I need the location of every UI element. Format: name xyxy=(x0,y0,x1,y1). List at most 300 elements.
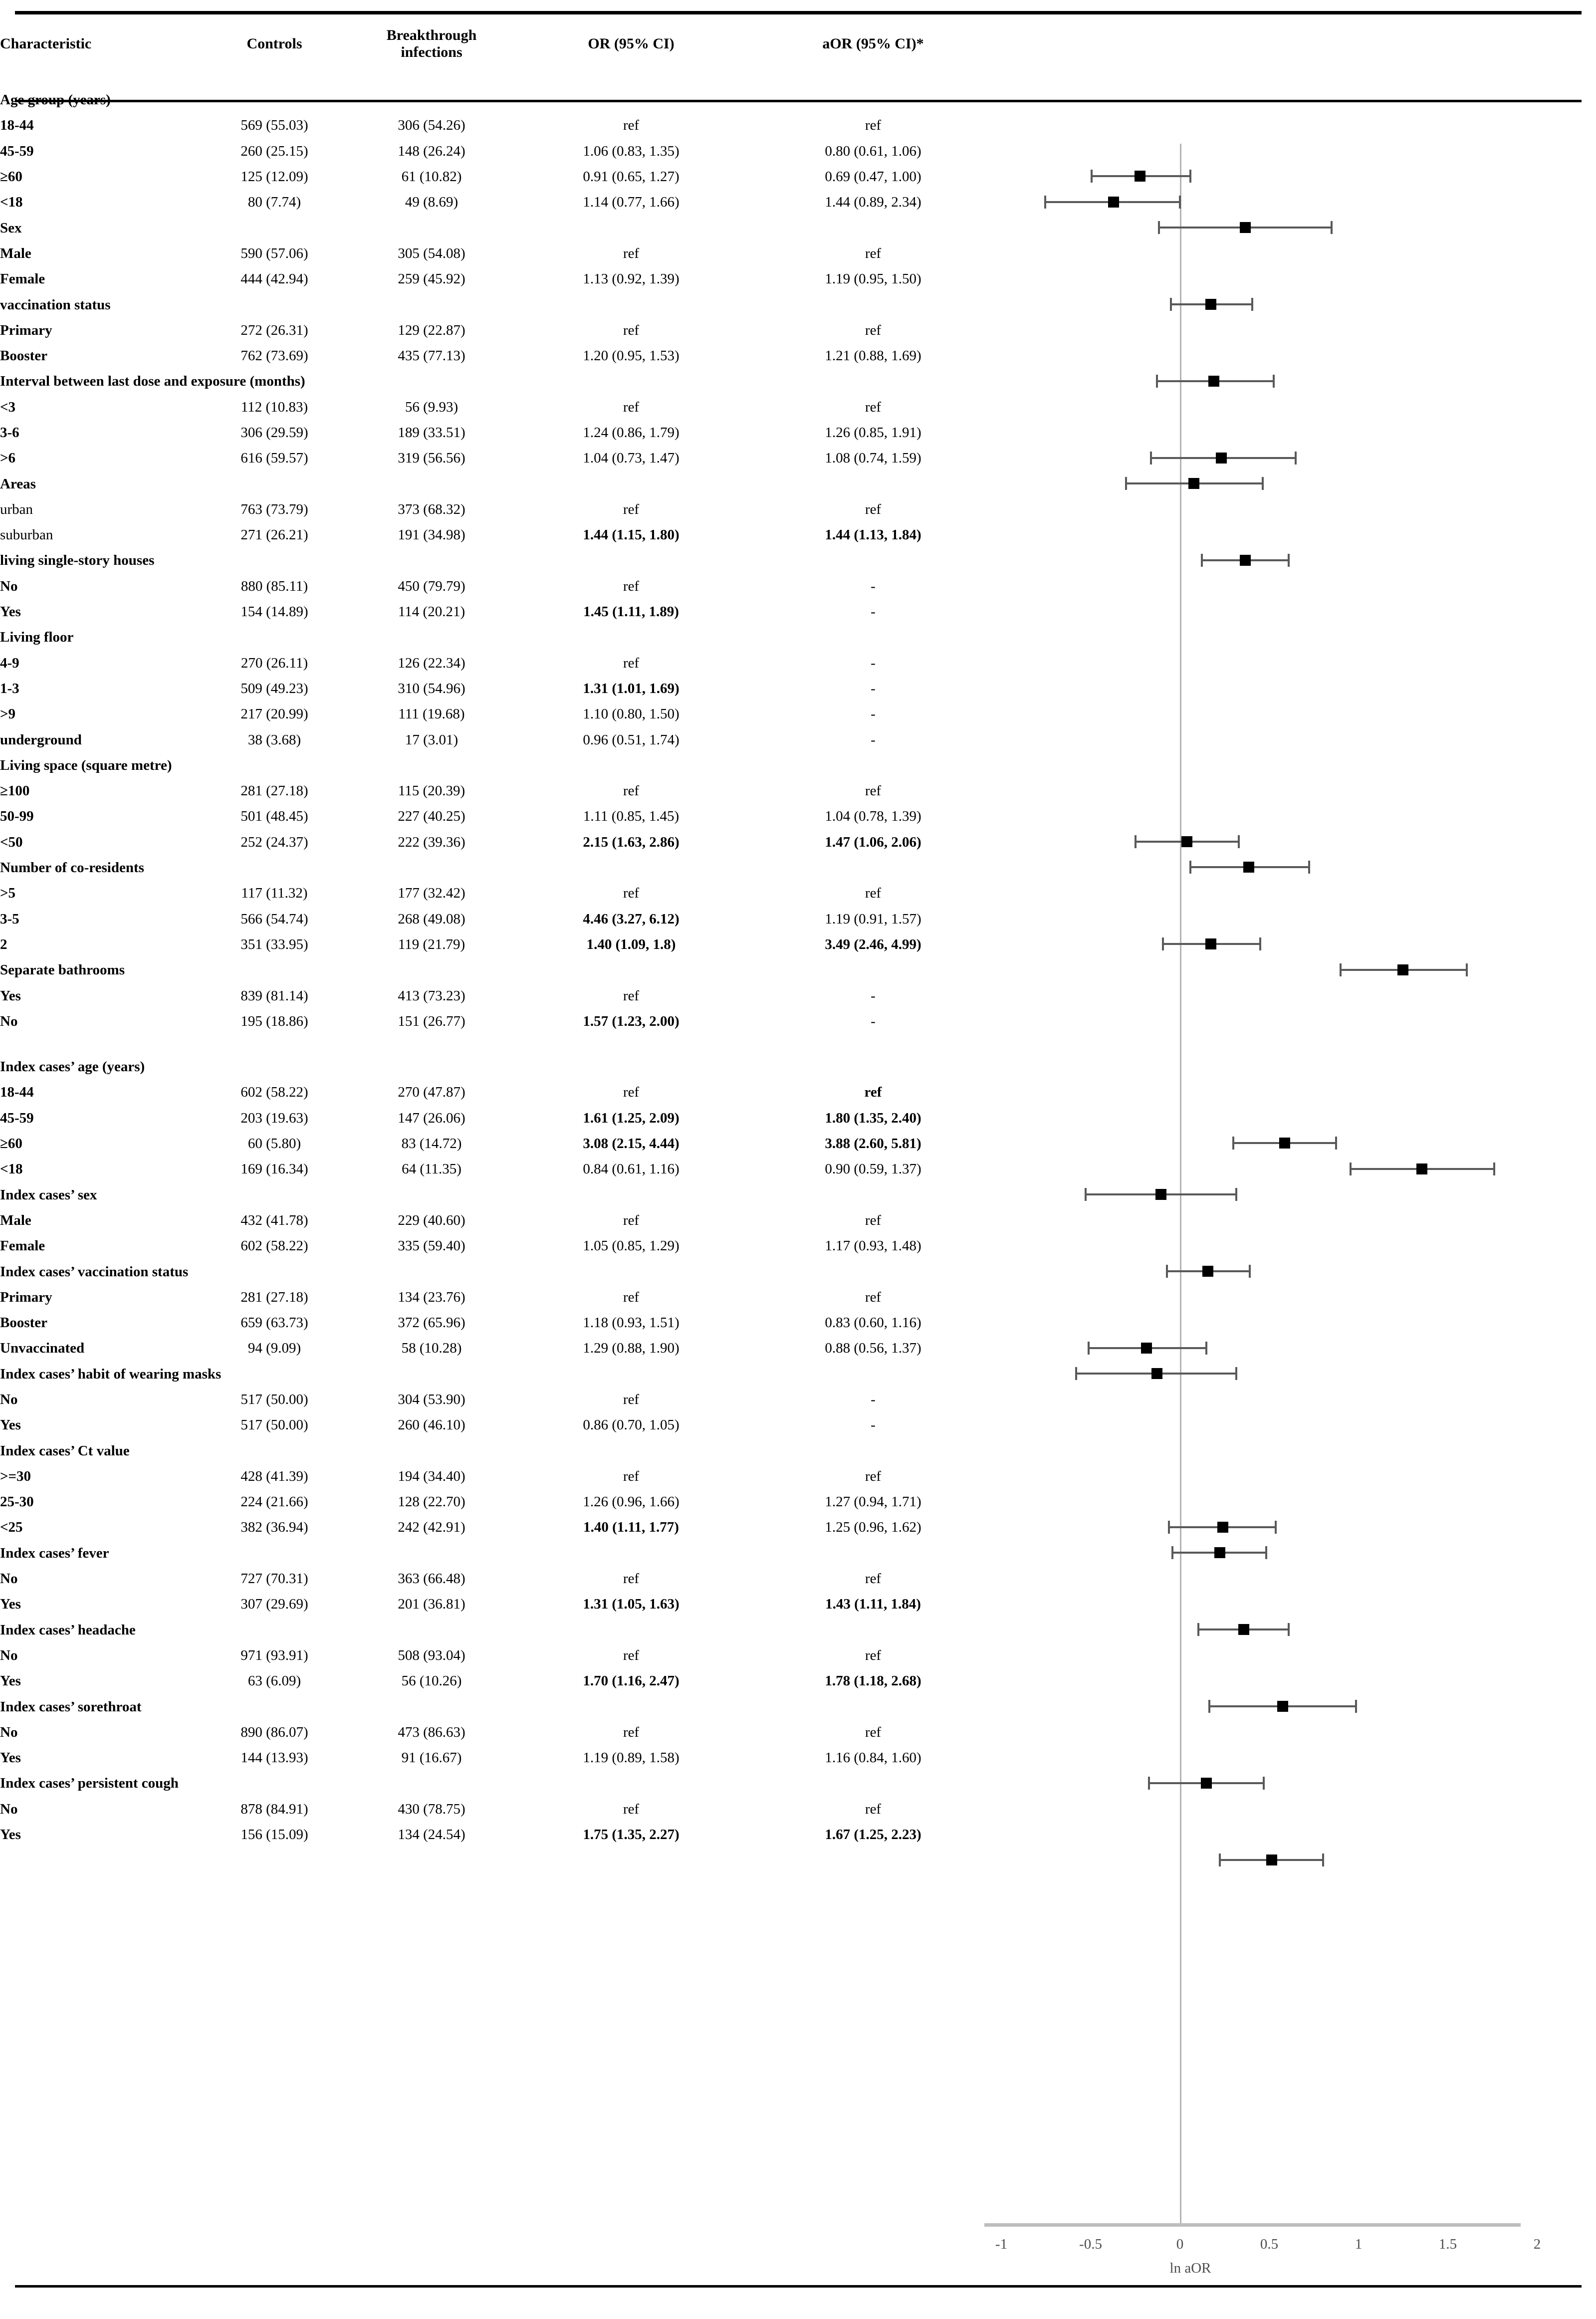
ci-lower-cap xyxy=(1085,1188,1087,1201)
confidence-interval-bar xyxy=(1341,969,1467,971)
cell-controls: 60 (5.80) xyxy=(247,1136,301,1152)
cell-aor: 1.44 (0.89, 2.34) xyxy=(825,194,921,211)
row-label: urban xyxy=(0,501,33,517)
table-row xyxy=(0,830,998,855)
ci-upper-cap xyxy=(1235,1188,1237,1201)
cell-aor: 1.08 (0.74, 1.59) xyxy=(825,450,921,466)
cell-breakthrough: 268 (49.08) xyxy=(398,911,465,927)
cell-aor: ref xyxy=(865,1289,882,1305)
cell-or: 1.29 (0.88, 1.90) xyxy=(583,1340,680,1357)
ci-upper-cap xyxy=(1265,1546,1267,1559)
point-estimate-marker xyxy=(1277,1701,1288,1712)
row-label: <18 xyxy=(0,1161,23,1177)
cell-or: ref xyxy=(623,987,640,1004)
cell-or: 1.13 (0.92, 1.39) xyxy=(583,271,680,287)
group-label: Index cases’ sex xyxy=(0,1186,97,1203)
x-tick-1: 1 xyxy=(1355,2236,1363,2252)
confidence-interval-bar xyxy=(1076,1373,1236,1375)
spacer-cell xyxy=(0,1034,998,1054)
cell-controls: 762 (73.69) xyxy=(240,348,308,364)
table-row xyxy=(0,395,998,420)
cell-aor: - xyxy=(871,731,876,748)
row-label: Unvaccinated xyxy=(0,1340,85,1357)
row-label: Yes xyxy=(0,1673,21,1689)
ci-lower-cap xyxy=(1148,1777,1150,1790)
cell-aor: 0.88 (0.56, 1.37) xyxy=(825,1340,921,1357)
point-estimate-marker xyxy=(1279,1138,1290,1149)
cell-controls: 307 (29.69) xyxy=(240,1596,308,1613)
cell-breakthrough: 194 (34.40) xyxy=(398,1468,465,1484)
row-label: Yes xyxy=(0,1596,21,1613)
x-axis-title: ln aOR xyxy=(1169,2260,1211,2276)
cell-controls: 382 (36.94) xyxy=(240,1519,308,1536)
x-tick-1.5: 1.5 xyxy=(1438,2236,1457,2252)
cell-aor: 3.49 (2.46, 4.99) xyxy=(825,936,921,952)
row-label: ≥100 xyxy=(0,783,30,799)
row-label: ≥60 xyxy=(0,169,22,185)
confidence-interval-bar xyxy=(1233,1142,1336,1144)
cell-breakthrough: 56 (10.26) xyxy=(401,1673,462,1689)
row-label: >5 xyxy=(0,885,16,902)
table-row xyxy=(0,1310,998,1336)
cell-or: ref xyxy=(623,117,640,134)
cell-aor: 1.19 (0.95, 1.50) xyxy=(825,271,921,287)
cell-controls: 616 (59.57) xyxy=(240,450,308,466)
cell-or: 1.18 (0.93, 1.51) xyxy=(583,1315,680,1331)
cell-breakthrough: 17 (3.01) xyxy=(405,731,458,748)
row-label: 3-5 xyxy=(0,911,19,927)
cell-or: ref xyxy=(623,655,640,671)
group-label: Index cases’ headache xyxy=(0,1622,136,1638)
table-head xyxy=(0,0,998,87)
ci-lower-cap xyxy=(1088,1342,1090,1355)
cell-breakthrough: 114 (20.21) xyxy=(398,604,465,620)
row-label: <25 xyxy=(0,1519,23,1536)
cell-controls: 271 (26.21) xyxy=(240,527,308,543)
point-estimate-marker xyxy=(1208,376,1219,387)
cell-controls: 763 (73.79) xyxy=(240,501,308,517)
cell-or: 1.70 (1.16, 2.47) xyxy=(583,1673,680,1689)
table-row xyxy=(0,139,998,164)
ci-upper-cap xyxy=(1263,1777,1265,1790)
cell-aor: - xyxy=(871,1417,876,1433)
cell-breakthrough: 177 (32.42) xyxy=(398,885,465,902)
cell-controls: 117 (11.32) xyxy=(241,885,308,902)
cell-controls: 566 (54.74) xyxy=(240,911,308,927)
cell-breakthrough: 61 (10.82) xyxy=(401,169,462,185)
point-estimate-marker xyxy=(1238,1624,1249,1635)
row-label: Male xyxy=(0,1212,31,1228)
ci-upper-cap xyxy=(1189,170,1191,183)
cell-aor: - xyxy=(871,1391,876,1407)
cell-breakthrough: 64 (11.35) xyxy=(402,1161,461,1177)
point-estimate-marker xyxy=(1201,1778,1212,1789)
cell-aor: 1.43 (1.11, 1.84) xyxy=(825,1596,921,1613)
cell-controls: 839 (81.14) xyxy=(240,987,308,1004)
table-row xyxy=(0,1157,998,1182)
table-row xyxy=(0,343,998,369)
table-row xyxy=(0,1080,998,1105)
cell-or: 1.05 (0.85, 1.29) xyxy=(583,1238,680,1254)
cell-breakthrough: 191 (34.98) xyxy=(398,527,465,543)
cell-aor: 1.19 (0.91, 1.57) xyxy=(825,911,921,927)
row-label: Yes xyxy=(0,987,21,1004)
table-group-row xyxy=(0,1541,998,1566)
table-row xyxy=(0,1566,998,1592)
table-row xyxy=(0,907,998,932)
cell-controls: 590 (57.06) xyxy=(240,245,308,261)
point-estimate-marker xyxy=(1151,1368,1162,1379)
cell-controls: 351 (33.95) xyxy=(240,936,308,952)
column-header-breakthrough-line1: Breakthrough xyxy=(386,26,477,43)
results-table xyxy=(0,0,998,1848)
row-label: Primary xyxy=(0,322,52,338)
table-row xyxy=(0,497,998,522)
cell-or: 1.44 (1.15, 1.80) xyxy=(583,527,680,543)
row-label: Booster xyxy=(0,348,48,364)
table-row xyxy=(0,241,998,266)
cell-breakthrough: 413 (73.23) xyxy=(398,987,465,1004)
null-effect-line xyxy=(1180,144,1181,2224)
cell-aor: ref xyxy=(865,1724,882,1740)
row-label: <3 xyxy=(0,399,16,415)
cell-breakthrough: 304 (53.90) xyxy=(398,1391,465,1407)
x-axis-line xyxy=(984,2223,1521,2227)
cell-aor: ref xyxy=(865,783,882,799)
cell-controls: 224 (21.66) xyxy=(240,1494,308,1510)
cell-or: 1.31 (1.05, 1.63) xyxy=(583,1596,680,1613)
ci-upper-cap xyxy=(1275,1521,1277,1534)
group-label: Index cases’ sorethroat xyxy=(0,1698,142,1715)
confidence-interval-bar xyxy=(1220,1859,1323,1861)
confidence-interval-bar xyxy=(1045,201,1180,203)
table-row xyxy=(0,778,998,804)
cell-breakthrough: 363 (66.48) xyxy=(398,1571,465,1587)
table-group-row xyxy=(0,753,998,778)
row-label: No xyxy=(0,578,18,594)
cell-or: 1.04 (0.73, 1.47) xyxy=(583,450,680,466)
ci-lower-cap xyxy=(1340,963,1342,976)
column-header-or: OR (95% CI) xyxy=(588,35,675,52)
cell-or: 4.46 (3.27, 6.12) xyxy=(583,911,680,927)
cell-controls: 112 (10.83) xyxy=(240,399,308,415)
group-label: Index cases’ Ct value xyxy=(0,1442,130,1459)
cell-or: ref xyxy=(623,1084,640,1101)
forest-plot xyxy=(978,0,1592,2319)
cell-aor: 0.83 (0.60, 1.16) xyxy=(825,1315,921,1331)
table-row xyxy=(0,1412,998,1438)
column-header-breakthrough-line2: infections xyxy=(401,43,462,60)
cell-or: ref xyxy=(623,1289,640,1305)
cell-aor: ref xyxy=(865,245,882,261)
row-label: >6 xyxy=(0,450,16,466)
ci-upper-cap xyxy=(1179,196,1181,209)
cell-controls: 195 (18.86) xyxy=(240,1013,308,1029)
table-group-row xyxy=(0,957,998,983)
point-estimate-marker xyxy=(1141,1343,1152,1354)
ci-lower-cap xyxy=(1189,861,1191,874)
ci-lower-cap xyxy=(1208,1700,1210,1713)
table-row xyxy=(0,1822,998,1848)
confidence-interval-bar xyxy=(1351,1168,1494,1170)
cell-aor: 1.25 (0.96, 1.62) xyxy=(825,1519,921,1536)
cell-controls: 444 (42.94) xyxy=(240,271,308,287)
row-label: 45-59 xyxy=(0,1110,34,1126)
row-label: Primary xyxy=(0,1289,52,1305)
column-header-characteristic: Characteristic xyxy=(0,35,92,52)
table-group-row xyxy=(0,87,998,113)
x-tick--0.5: -0.5 xyxy=(1079,2236,1102,2252)
table-group-row xyxy=(0,1362,998,1387)
group-label: Index cases’ habit of wearing masks xyxy=(0,1366,222,1382)
point-estimate-marker xyxy=(1108,197,1119,208)
confidence-interval-bar xyxy=(1167,1270,1250,1272)
ci-lower-cap xyxy=(1197,1623,1199,1636)
group-label: Index cases’ fever xyxy=(0,1545,109,1561)
ci-lower-cap xyxy=(1135,835,1137,848)
cell-breakthrough: 430 (78.75) xyxy=(398,1801,465,1817)
confidence-interval-bar xyxy=(1202,559,1289,561)
cell-aor: 1.78 (1.18, 2.68) xyxy=(825,1673,921,1689)
row-label: >=30 xyxy=(0,1468,31,1484)
row-label: Female xyxy=(0,1238,45,1254)
table-row xyxy=(0,1233,998,1259)
cell-breakthrough: 259 (45.92) xyxy=(398,271,465,287)
confidence-interval-bar xyxy=(1163,943,1260,945)
cell-controls: 154 (14.89) xyxy=(240,604,308,620)
table-row xyxy=(0,599,998,625)
cell-aor: 1.16 (0.84, 1.60) xyxy=(825,1750,921,1766)
table-group-row xyxy=(0,548,998,573)
confidence-interval-bar xyxy=(1086,1193,1236,1195)
table-row xyxy=(0,1131,998,1157)
cell-controls: 971 (93.91) xyxy=(240,1647,308,1663)
point-estimate-marker xyxy=(1243,862,1254,873)
cell-breakthrough: 115 (20.39) xyxy=(398,783,465,799)
group-label: Separate bathrooms xyxy=(0,962,125,978)
cell-breakthrough: 151 (26.77) xyxy=(398,1013,465,1029)
cell-controls: 80 (7.74) xyxy=(247,194,301,211)
table-row xyxy=(0,420,998,446)
point-estimate-marker xyxy=(1205,299,1216,310)
cell-breakthrough: 305 (54.08) xyxy=(398,245,465,261)
table-row xyxy=(0,701,998,727)
ci-lower-cap xyxy=(1232,1137,1234,1150)
ci-upper-cap xyxy=(1238,835,1240,848)
group-label: Interval between last dose and exposure (months) xyxy=(0,373,305,390)
ci-lower-cap xyxy=(1219,1854,1221,1866)
table-row xyxy=(0,651,998,676)
cell-breakthrough: 91 (16.67) xyxy=(401,1750,462,1766)
table-row xyxy=(0,1515,998,1540)
point-estimate-marker xyxy=(1266,1855,1277,1865)
table-row xyxy=(0,983,998,1008)
table-spacer-row xyxy=(0,1034,998,1054)
cell-or: ref xyxy=(623,578,640,594)
cell-or: 1.20 (0.95, 1.53) xyxy=(583,348,680,364)
ci-lower-cap xyxy=(1171,1546,1173,1559)
table-row xyxy=(0,1720,998,1745)
confidence-interval-bar xyxy=(1190,866,1309,868)
cell-breakthrough: 111 (19.68) xyxy=(398,706,465,722)
row-label: Yes xyxy=(0,1750,21,1766)
point-estimate-marker xyxy=(1181,836,1192,847)
row-label: <18 xyxy=(0,194,23,211)
ci-upper-cap xyxy=(1355,1700,1357,1713)
point-estimate-marker xyxy=(1397,964,1408,975)
point-estimate-marker xyxy=(1202,1266,1213,1277)
cell-breakthrough: 119 (21.79) xyxy=(398,936,465,952)
cell-or: 0.84 (0.61, 1.16) xyxy=(583,1161,680,1177)
cell-aor: 0.90 (0.59, 1.37) xyxy=(825,1161,921,1177)
cell-aor: ref xyxy=(865,1647,882,1663)
table-row xyxy=(0,1387,998,1412)
ci-lower-cap xyxy=(1150,452,1152,464)
cell-controls: 602 (58.22) xyxy=(240,1238,308,1254)
point-estimate-marker xyxy=(1155,1189,1166,1200)
ci-lower-cap xyxy=(1166,1265,1168,1278)
row-label: Yes xyxy=(0,1417,21,1433)
group-label: Areas xyxy=(0,475,36,492)
cell-aor: ref xyxy=(865,399,882,415)
table-group-row xyxy=(0,855,998,881)
cell-aor: 1.21 (0.88, 1.69) xyxy=(825,348,921,364)
cell-breakthrough: 319 (56.56) xyxy=(398,450,465,466)
group-label: Sex xyxy=(0,220,22,236)
row-label: 18-44 xyxy=(0,1084,34,1101)
cell-breakthrough: 310 (54.96) xyxy=(398,680,465,696)
point-estimate-marker xyxy=(1205,938,1216,949)
cell-or: 1.31 (1.01, 1.69) xyxy=(583,680,680,696)
table-row xyxy=(0,522,998,548)
group-label: Index cases’ persistent cough xyxy=(0,1775,179,1792)
ci-upper-cap xyxy=(1331,221,1333,234)
cell-controls: 501 (48.45) xyxy=(240,808,308,825)
table-row xyxy=(0,1668,998,1694)
cell-aor: 1.04 (0.78, 1.39) xyxy=(825,808,921,825)
cell-or: ref xyxy=(623,501,640,517)
table-group-row xyxy=(0,1618,998,1643)
row-label: 18-44 xyxy=(0,117,34,134)
cell-or: ref xyxy=(623,1468,640,1484)
table-row xyxy=(0,1106,998,1131)
row-label: ≥60 xyxy=(0,1136,22,1152)
cell-or: 1.40 (1.09, 1.8) xyxy=(586,936,676,952)
ci-upper-cap xyxy=(1205,1342,1207,1355)
table-group-row xyxy=(0,625,998,650)
cell-or: 1.11 (0.85, 1.45) xyxy=(583,808,680,825)
cell-or: ref xyxy=(623,885,640,902)
cell-or: 1.06 (0.83, 1.35) xyxy=(583,143,680,159)
cell-breakthrough: 508 (93.04) xyxy=(398,1647,465,1663)
row-label: 45-59 xyxy=(0,143,34,159)
table-row xyxy=(0,676,998,701)
cell-controls: 156 (15.09) xyxy=(240,1827,308,1843)
table-row xyxy=(0,113,998,138)
cell-controls: 569 (55.03) xyxy=(240,117,308,134)
row-label: No xyxy=(0,1724,18,1740)
x-tick-2: 2 xyxy=(1533,2236,1541,2252)
cell-controls: 509 (49.23) xyxy=(240,680,308,696)
ci-upper-cap xyxy=(1288,554,1290,567)
table-group-row xyxy=(0,1182,998,1207)
cell-aor: ref xyxy=(864,1084,882,1101)
row-label: 4-9 xyxy=(0,655,19,671)
ci-lower-cap xyxy=(1156,375,1158,388)
confidence-interval-bar xyxy=(1136,841,1239,843)
ci-upper-cap xyxy=(1235,1367,1237,1380)
cell-aor: 1.47 (1.06, 2.06) xyxy=(825,834,921,850)
table-body xyxy=(0,87,998,1848)
point-estimate-marker xyxy=(1214,1547,1225,1558)
ci-lower-cap xyxy=(1091,170,1093,183)
table-row xyxy=(0,190,998,215)
table-row xyxy=(0,1592,998,1617)
table-row xyxy=(0,932,998,957)
row-label: Yes xyxy=(0,1827,21,1843)
ci-upper-cap xyxy=(1273,375,1275,388)
cell-or: 1.61 (1.25, 2.09) xyxy=(583,1110,680,1126)
table-group-row xyxy=(0,292,998,317)
group-label: Index cases’ age (years) xyxy=(0,1059,145,1075)
cell-or: 1.24 (0.86, 1.79) xyxy=(583,425,680,441)
point-estimate-marker xyxy=(1217,1522,1228,1533)
table-row xyxy=(0,446,998,471)
cell-breakthrough: 56 (9.93) xyxy=(405,399,458,415)
confidence-interval-bar xyxy=(1171,303,1253,305)
cell-or: 3.08 (2.15, 4.44) xyxy=(583,1136,680,1152)
table-row xyxy=(0,1489,998,1515)
x-tick-0: 0 xyxy=(1176,2236,1184,2252)
row-label: >9 xyxy=(0,706,16,722)
column-header-controls: Controls xyxy=(246,35,302,52)
table-row xyxy=(0,164,998,190)
cell-aor: 1.26 (0.85, 1.91) xyxy=(825,425,921,441)
cell-or: 1.14 (0.77, 1.66) xyxy=(583,194,680,211)
table-row xyxy=(0,804,998,829)
group-label: Number of co-residents xyxy=(0,860,144,876)
table-row xyxy=(0,727,998,752)
cell-controls: 217 (20.99) xyxy=(240,706,308,722)
table-group-row xyxy=(0,1054,998,1080)
cell-or: 1.45 (1.11, 1.89) xyxy=(583,604,679,620)
cell-controls: 890 (86.07) xyxy=(240,1724,308,1740)
group-label: Index cases’ vaccination status xyxy=(0,1263,189,1280)
cell-controls: 38 (3.68) xyxy=(247,731,301,748)
ci-lower-cap xyxy=(1125,477,1127,490)
point-estimate-marker xyxy=(1188,478,1199,489)
ci-upper-cap xyxy=(1262,477,1264,490)
cell-breakthrough: 473 (86.63) xyxy=(398,1724,465,1740)
cell-controls: 602 (58.22) xyxy=(240,1084,308,1101)
cell-controls: 880 (85.11) xyxy=(240,578,308,594)
table-row xyxy=(0,1643,998,1668)
row-label: 2 xyxy=(0,936,7,952)
table-row xyxy=(0,1336,998,1361)
cell-aor: ref xyxy=(865,1801,882,1817)
group-label: living single-story houses xyxy=(0,552,155,569)
cell-breakthrough: 222 (39.36) xyxy=(398,834,465,850)
group-label: Living space (square metre) xyxy=(0,757,172,773)
cell-aor: 1.44 (1.13, 1.84) xyxy=(825,527,921,543)
table-row xyxy=(0,881,998,906)
cell-aor: ref xyxy=(865,117,882,134)
table-row xyxy=(0,1464,998,1489)
row-label: Booster xyxy=(0,1315,48,1331)
cell-or: 0.96 (0.51, 1.74) xyxy=(583,731,680,748)
cell-breakthrough: 335 (59.40) xyxy=(398,1238,465,1254)
cell-controls: 125 (12.09) xyxy=(240,169,308,185)
